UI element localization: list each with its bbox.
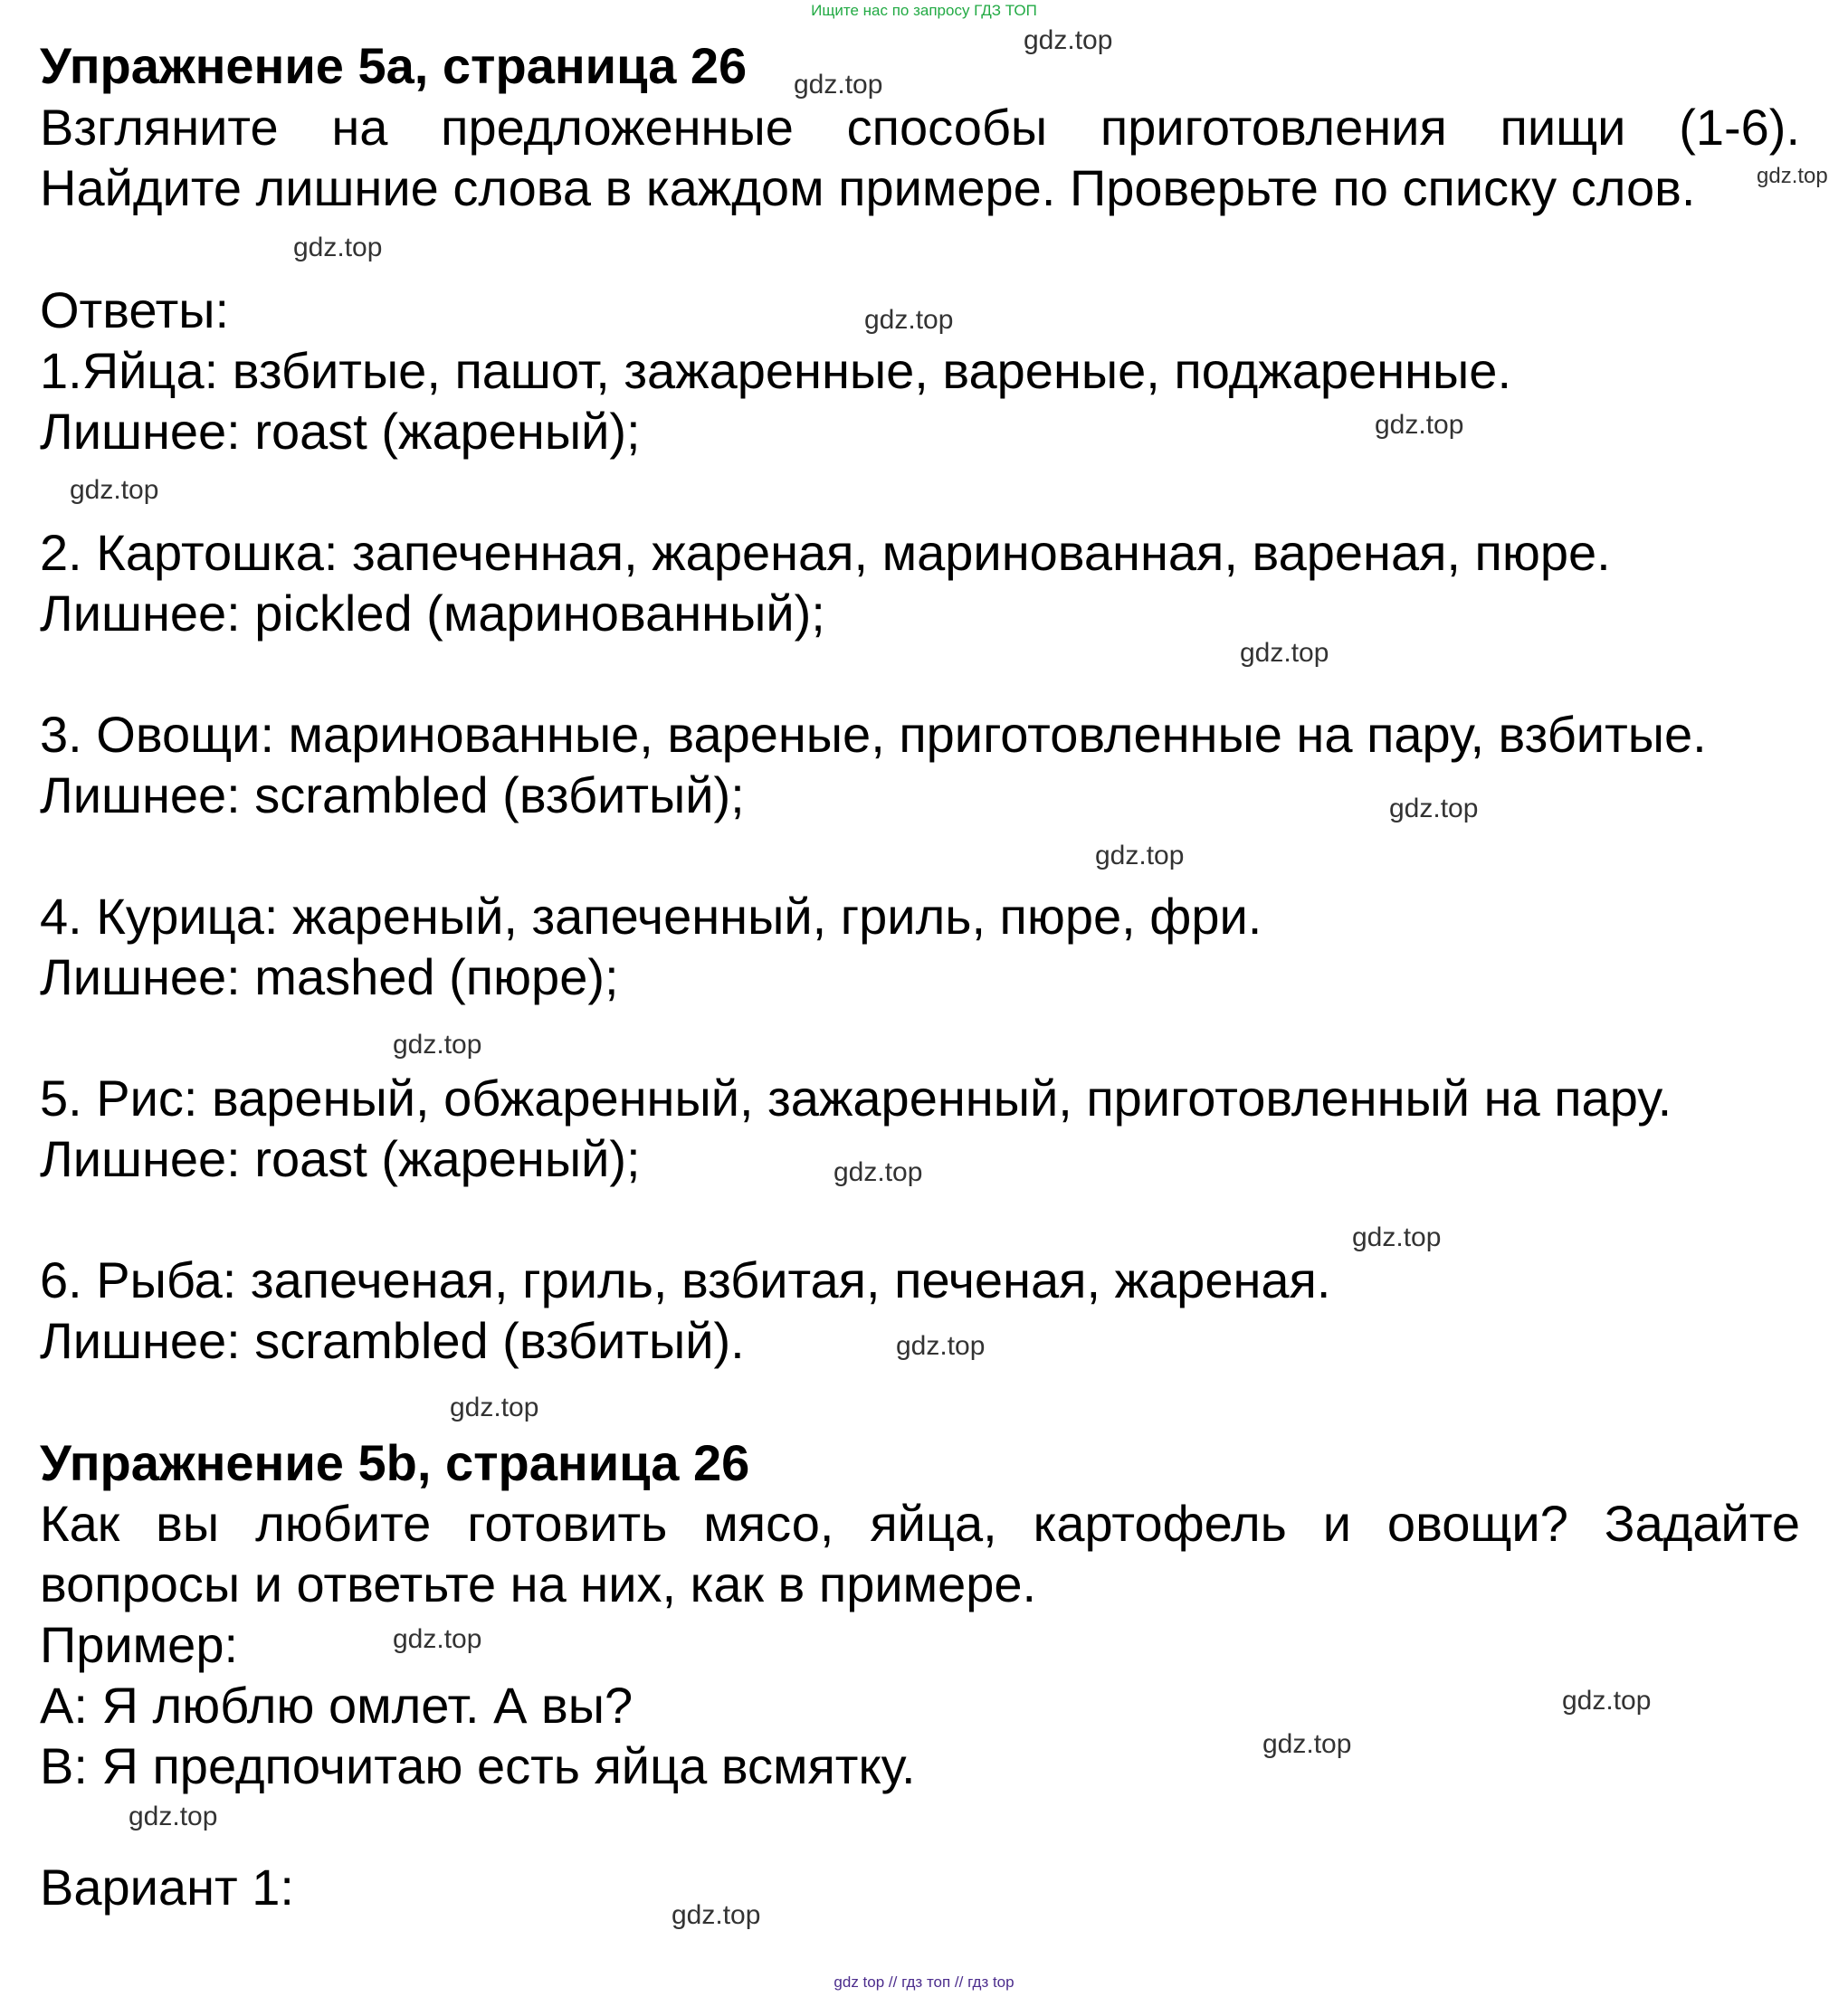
watermark: gdz.top bbox=[393, 1030, 482, 1060]
answer-2-main: 2. Картошка: запеченная, жареная, маринованная, вареная, пюре. bbox=[40, 524, 1611, 581]
variant-label: Вариант 1: bbox=[40, 1859, 294, 1916]
answer-6-main: 6. Рыба: запеченая, гриль, взбитая, печеная, жареная. bbox=[40, 1251, 1331, 1308]
ex5a-title: Упражнение 5a, страница 26 bbox=[40, 37, 748, 94]
watermark: gdz.top bbox=[1095, 841, 1185, 870]
watermark: gdz.top bbox=[1375, 410, 1464, 440]
answer-1-extra: Лишнее: roast (жареный); bbox=[40, 403, 641, 460]
watermark: gdz.top bbox=[1352, 1222, 1442, 1252]
answer-1-main: 1.Яйца: взбитые, пашот, зажаренные, вареные, поджаренные. bbox=[40, 342, 1511, 399]
ex5a-instruction-line2: Найдите лишние слова в каждом примере. Проверьте по списку слов. bbox=[40, 159, 1696, 216]
example-a: A: Я люблю омлет. А вы? bbox=[40, 1677, 633, 1734]
watermark: gdz.top bbox=[672, 1900, 761, 1930]
watermark: gdz.top bbox=[1757, 164, 1828, 188]
example-b: B: Я предпочитаю есть яйца всмятку. bbox=[40, 1737, 916, 1794]
watermark: gdz.top bbox=[1389, 794, 1479, 823]
ex5b-instruction-line1: Как вы любите готовить мясо, яйца, картофель и овощи? Задайте bbox=[40, 1495, 1800, 1552]
ex5b-instruction-line2: вопросы и ответьте на них, как в примере. bbox=[40, 1555, 1037, 1612]
watermark: gdz.top bbox=[896, 1331, 986, 1361]
watermark: gdz.top bbox=[1262, 1729, 1352, 1759]
watermark: gdz.top bbox=[1240, 638, 1329, 668]
bottom-banner: gdz top // гдз топ // гдз top bbox=[834, 1973, 1014, 1991]
ex5a-instruction-line1: Взгляните на предложенные способы приготовления пищи (1-6). bbox=[40, 99, 1800, 156]
answer-6-extra: Лишнее: scrambled (взбитый). bbox=[40, 1312, 745, 1369]
watermark: gdz.top bbox=[450, 1393, 539, 1422]
answer-3-main: 3. Овощи: маринованные, вареные, приготовленные на пару, взбитые. bbox=[40, 706, 1707, 763]
answer-3-extra: Лишнее: scrambled (взбитый); bbox=[40, 766, 745, 823]
top-banner: Ищите нас по запросу ГДЗ ТОП bbox=[811, 2, 1037, 19]
answers-label: Ответы: bbox=[40, 281, 230, 338]
answer-5-main: 5. Рис: вареный, обжаренный, зажаренный, приготовленный на пару. bbox=[40, 1070, 1672, 1127]
answer-2-extra: Лишнее: pickled (маринованный); bbox=[40, 585, 825, 642]
answer-4-extra: Лишнее: mashed (пюре); bbox=[40, 948, 619, 1005]
watermark: gdz.top bbox=[864, 305, 954, 335]
example-label: Пример: bbox=[40, 1616, 239, 1673]
watermark: gdz.top bbox=[1024, 25, 1113, 55]
ex5b-title: Упражнение 5b, страница 26 bbox=[40, 1434, 750, 1491]
watermark: gdz.top bbox=[834, 1157, 923, 1187]
watermark: gdz.top bbox=[129, 1802, 218, 1831]
watermark: gdz.top bbox=[1562, 1686, 1652, 1716]
answer-4-main: 4. Курица: жареный, запеченный, гриль, пюре, фри. bbox=[40, 888, 1262, 945]
watermark: gdz.top bbox=[794, 70, 883, 100]
watermark: gdz.top bbox=[393, 1624, 482, 1654]
answer-5-extra: Лишнее: roast (жареный); bbox=[40, 1130, 641, 1187]
watermark: gdz.top bbox=[70, 475, 159, 505]
watermark: gdz.top bbox=[293, 233, 383, 262]
